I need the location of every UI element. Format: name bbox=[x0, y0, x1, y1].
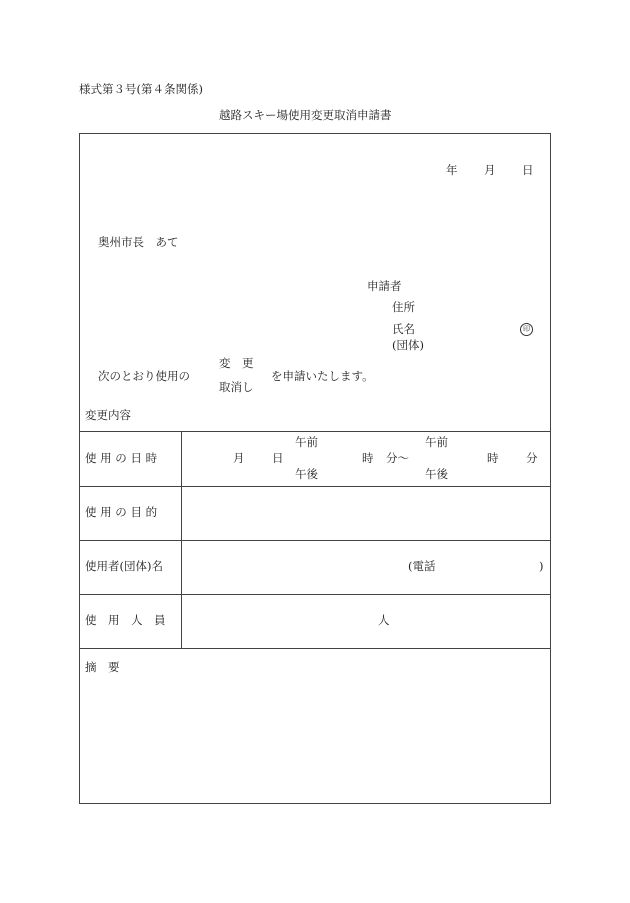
datetime-month: 月 bbox=[233, 451, 245, 465]
datetime-day: 日 bbox=[272, 451, 284, 465]
datetime-minute-end: 分 bbox=[526, 451, 538, 465]
divider-purpose bbox=[79, 486, 551, 487]
datetime-label: 使 用 の 日 時 bbox=[85, 451, 158, 465]
change-content-label: 変更内容 bbox=[85, 408, 131, 422]
divider-people bbox=[79, 594, 551, 595]
remarks-label: 摘 要 bbox=[85, 660, 120, 674]
datetime-am-end: 午前 bbox=[425, 435, 448, 449]
divider-remarks bbox=[79, 648, 551, 649]
date-month: 月 bbox=[484, 163, 496, 177]
purpose-label: 使 用 の 目 的 bbox=[85, 505, 158, 519]
datetime-pm-end: 午後 bbox=[425, 467, 448, 481]
option-cancel: 取消し bbox=[219, 380, 254, 394]
form-title: 越路スキー場使用変更取消申請書 bbox=[219, 108, 392, 122]
address-label: 住所 bbox=[392, 300, 415, 314]
addressee: 奥州市長 あて bbox=[98, 235, 179, 249]
datetime-minute-range: 分～ bbox=[386, 451, 409, 465]
user-name-label: 使用者(団体)名 bbox=[85, 559, 163, 573]
form-number: 様式第３号(第４条関係) bbox=[79, 82, 203, 96]
column-divider bbox=[181, 431, 182, 648]
divider-datetime bbox=[79, 431, 551, 432]
request-suffix: を申請いたします。 bbox=[271, 369, 374, 383]
people-unit: 人 bbox=[378, 613, 390, 627]
name-label: 氏名 bbox=[392, 322, 415, 336]
applicant-label: 申請者 bbox=[367, 279, 402, 293]
date-year: 年 bbox=[446, 163, 458, 177]
group-label: (団体) bbox=[392, 338, 424, 352]
seal-mark: 印 bbox=[520, 323, 533, 336]
option-change: 変 更 bbox=[219, 356, 254, 370]
request-prefix: 次のとおり使用の bbox=[98, 369, 190, 383]
datetime-hour: 時 bbox=[362, 451, 374, 465]
datetime-hour-end: 時 bbox=[487, 451, 499, 465]
divider-user bbox=[79, 540, 551, 541]
datetime-am: 午前 bbox=[295, 435, 318, 449]
phone-open: (電話 bbox=[408, 559, 436, 573]
people-label: 使 用 人 員 bbox=[85, 613, 166, 627]
phone-close: ) bbox=[539, 559, 544, 573]
datetime-pm: 午後 bbox=[295, 467, 318, 481]
date-day: 日 bbox=[522, 163, 534, 177]
